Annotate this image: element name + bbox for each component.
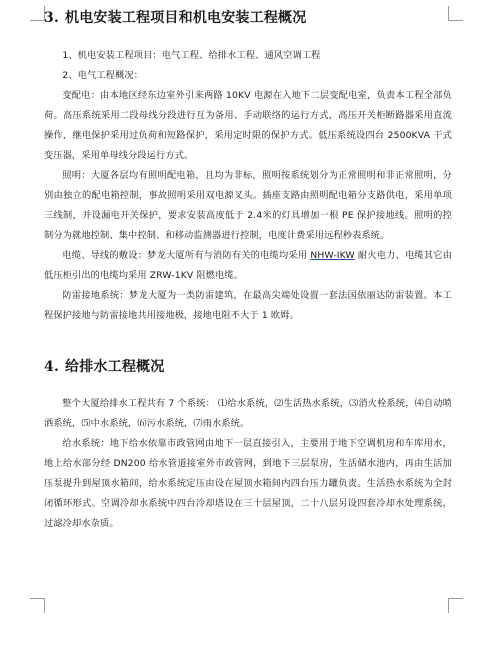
- systems-list: ⑴给水系统，⑵生活热水系统，⑶消火栓系统，⑷自动喷洒系统，⑸中水系统，⑹污水系统，⑺雨水系统。: [44, 398, 452, 429]
- cable-text-start: 电缆、导线的敷设：梦龙大厦所有与消防有关的电缆均采用: [62, 250, 311, 261]
- electrical-overview-label: 2、电气工程概况：: [62, 70, 144, 81]
- cable-laying-paragraph: [44, 246, 452, 286]
- section-3-title: 机电安装工程项目和机电安装工程概况: [65, 10, 307, 26]
- section-4-number: 4.: [44, 359, 60, 375]
- project-list-paragraph: 1、机电安装工程项目：电气工程、给排水工程、通风空调工程: [62, 50, 321, 61]
- substation-paragraph: 变配电：由本地区经东边室外引来两路 10KV 电源在入地下二层变配电室，负责本工程全部负荷。高压系统采用二段母线分段进行互为备用、手动联络的运行方式，高压开关柜断路器采用直流操作，继电保护采用过负荷和短路保护，采用定时限的保护方式。低压系统设四台 2500KVA 干式变压器，采用单母线分段运行方式。: [44, 90, 452, 161]
- cable-text-end: 耐火电力、电缆其它由低压柜引出的电缆均采用 ZRW-1KV 阻燃电缆。: [44, 250, 452, 281]
- drainage-systems-paragraph: [44, 394, 452, 434]
- crop-mark-bottom-right: [448, 598, 463, 613]
- section-4-title: 给排水工程概况: [65, 359, 165, 375]
- crop-mark-top-left: [30, 6, 45, 21]
- section-3-heading: [44, 8, 452, 28]
- section-4-heading: [44, 357, 452, 377]
- crop-mark-bottom-left: [30, 598, 45, 613]
- lighting-paragraph: 照明：大厦各层均有照明配电箱，且均为非标，照明按系统划分为正常照明和非正常照明，分别由独立的配电箱控制，事故照明采用双电源叉头。插座支路由照明配电箱分支路供电，采用单项三线制，并设漏电开关保护，要求安装高度低于 2.4米的灯具增加一根 PE 保护接地线。照明的控制分为就地控制、集中控制、和移动监测器进行控制，电度计费采用远程秒表系统。: [44, 170, 452, 241]
- cable-model-underlined: NHW-IKW: [310, 250, 355, 261]
- water-supply-paragraph: 给水系统：地下给水依靠市政管网由地下一层直接引入，主要用于地下空调机房和车库用水，地上给水部分经 DN200 给水管道接室外市政管网，到地下三层泵房，生活储水池内，再由生活加压泵提升到屋顶水箱间，给水系统定压由设在屋顶水箱间内四台压力罐负责。生活热水系统为全封闭循环形式。空调冷却水系统中四台冷却塔设在三十层屋顶，二十八层另设四套冷却水处理系统，过滤冷却水杂质。: [44, 438, 452, 529]
- systems-intro: 整个大厦给排水工程共有 7 个系统：: [62, 398, 215, 409]
- lightning-protection-paragraph: 防雷接地系统：梦龙大厦为一类防雷建筑，在最高尖端处设置一套法国依丽达防雷装置。本工程保护接地与防雷接地共用接地极，接地电阻不大于 1 欧姆。: [44, 290, 452, 321]
- document-body: [44, 8, 452, 534]
- section-3-number: 3.: [44, 10, 60, 26]
